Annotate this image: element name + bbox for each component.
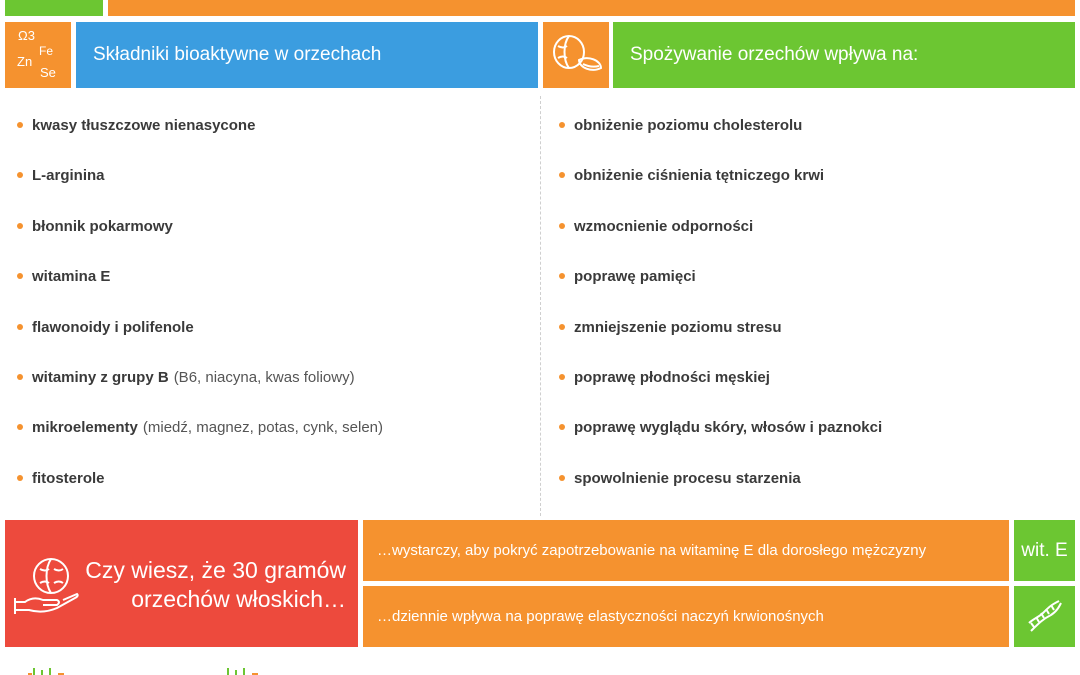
bullet-icon: [17, 424, 23, 430]
hand-holding-walnut-icon: [13, 554, 81, 616]
fact-row1-text: …wystarczy, aby pokryć zapotrzebowanie na witaminę E dla dorosłego mężczyzny: [377, 542, 927, 559]
list-item: obniżenie poziomu cholesterolu: [559, 114, 802, 136]
right-header: [613, 22, 1075, 88]
dna-icon: [1025, 597, 1065, 637]
bottom-decoration: [28, 668, 268, 675]
list-item: mikroelementy (miedź, magnez, potas, cynk, selen): [17, 416, 383, 438]
bullet-icon: [17, 324, 23, 330]
walnut-icon: [543, 22, 609, 88]
bullet-icon: [559, 475, 565, 481]
left-header-title: Składniki bioaktywne w orzechach: [93, 44, 382, 65]
fact-question: [85, 556, 346, 614]
dna-badge: [1014, 586, 1075, 647]
vitamin-e-label: wit. E: [1021, 539, 1068, 561]
fe-label: Fe: [39, 44, 54, 58]
minerals-icon: [5, 22, 71, 88]
fact-row-blood-vessels: [363, 586, 1009, 647]
list-item: L-arginina: [17, 164, 105, 186]
bullet-icon: [559, 273, 565, 279]
right-header-title: Spożywanie orzechów wpływa na:: [630, 44, 919, 65]
list-item: poprawę pamięci: [559, 265, 696, 287]
bullet-icon: [559, 424, 565, 430]
se-label: Se: [40, 65, 56, 80]
bullet-icon: [17, 273, 23, 279]
bullet-icon: [559, 374, 565, 380]
list-item: kwasy tłuszczowe nienasycone: [17, 114, 255, 136]
bullet-icon: [17, 122, 23, 128]
omega3-label: Ω3: [18, 28, 35, 43]
list-item: obniżenie ciśnienia tętniczego krwi: [559, 164, 824, 186]
fact-row-vitamin-e: [363, 520, 1009, 581]
left-header: [76, 22, 538, 88]
vitamin-e-badge: [1014, 520, 1075, 581]
column-divider: [540, 96, 541, 516]
list-item: fitosterole: [17, 467, 105, 489]
fact-row2-text: …dziennie wpływa na poprawę elastyczności naczyń krwionośnych: [377, 608, 824, 625]
list-item: witaminy z grupy B (B6, niacyna, kwas foliowy): [17, 366, 355, 388]
bullet-icon: [559, 324, 565, 330]
list-item: poprawę płodności męskiej: [559, 366, 770, 388]
bullet-icon: [17, 223, 23, 229]
list-item: spowolnienie procesu starzenia: [559, 467, 801, 489]
list-item: wzmocnienie odporności: [559, 215, 753, 237]
fact-line2: orzechów włoskich…: [131, 586, 346, 612]
list-item: zmniejszenie poziomu stresu: [559, 316, 782, 338]
list-item: flawonoidy i polifenole: [17, 316, 194, 338]
bullet-icon: [559, 172, 565, 178]
bullet-icon: [559, 122, 565, 128]
bullet-icon: [559, 223, 565, 229]
bullet-icon: [17, 475, 23, 481]
zn-label: Zn: [17, 54, 33, 69]
fact-box: [5, 520, 358, 647]
bullet-icon: [17, 374, 23, 380]
list-item: witamina E: [17, 265, 110, 287]
fact-line1: Czy wiesz, że 30 gramów: [85, 557, 346, 583]
top-bar-green: [5, 0, 103, 16]
list-item: błonnik pokarmowy: [17, 215, 173, 237]
list-item: poprawę wyglądu skóry, włosów i paznokci: [559, 416, 882, 438]
bullet-icon: [17, 172, 23, 178]
top-bar-orange: [108, 0, 1075, 16]
